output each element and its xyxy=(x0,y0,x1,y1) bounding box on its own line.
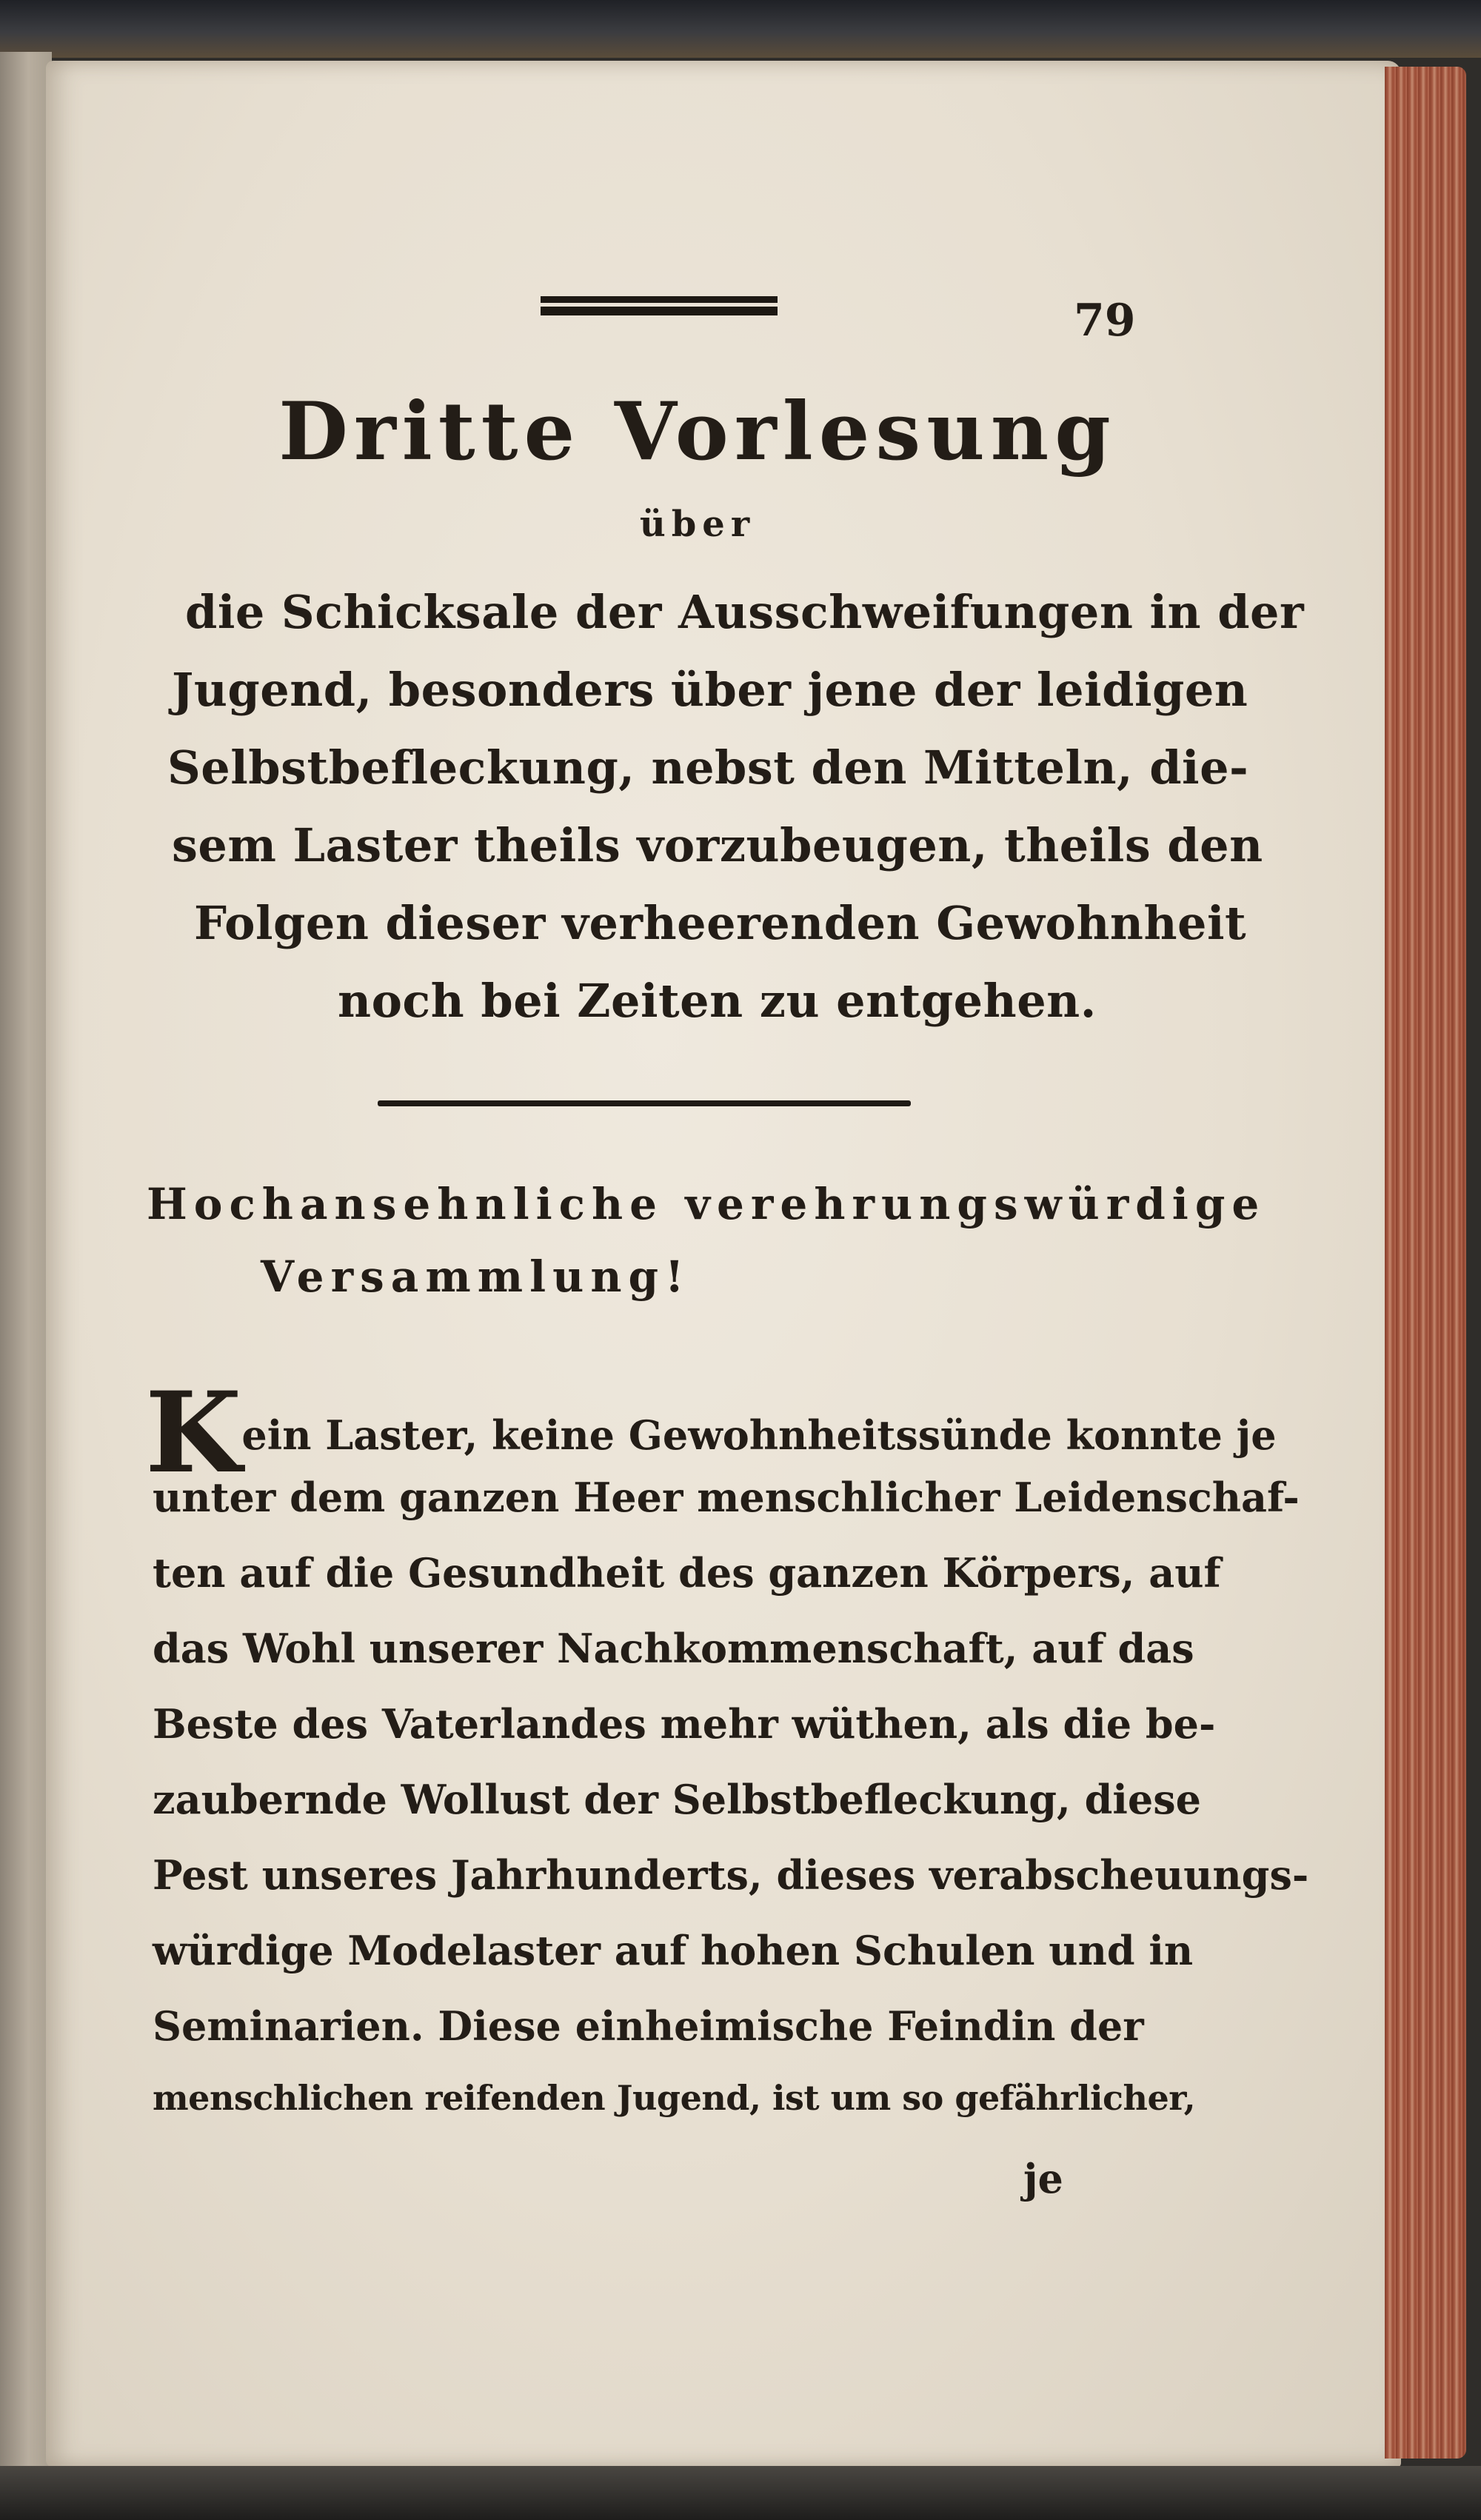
body-line: zaubernde Wollust der Selbstbefleckung, diese xyxy=(153,1776,1201,1823)
catchword: je xyxy=(1023,2155,1063,2202)
header-ornament-rule xyxy=(541,296,778,315)
body-line: unter dem ganzen Heer menschlicher Leidenschaf- xyxy=(153,1474,1300,1521)
book-spine-top xyxy=(0,0,1481,58)
page-number: 79 xyxy=(1074,295,1136,347)
section-divider-rule xyxy=(378,1100,911,1106)
body-line: Pest unseres Jahrhunderts, dieses verabscheuungs- xyxy=(153,1851,1309,1899)
chapter-subtitle: über xyxy=(639,504,756,545)
heading-line: Selbstbefleckung, nebst den Mitteln, die- xyxy=(167,741,1249,795)
heading-line: die Schicksale der Ausschweifungen in der xyxy=(185,585,1305,639)
address-line: Versammlung! xyxy=(261,1251,691,1302)
body-line: Seminarien. Diese einheimische Feindin der xyxy=(153,2002,1144,2050)
body-first-line-text: ein Laster, keine Gewohnheitssünde konnte je xyxy=(241,1411,1277,1459)
heading-line: sem Laster theils vorzubeugen, theils den xyxy=(172,818,1263,872)
scan-bottom-band xyxy=(0,2466,1481,2520)
body-line: ten auf die Gesundheit des ganzen Körpers, auf xyxy=(153,1549,1221,1597)
address-line: Hochansehnliche verehrungswürdige xyxy=(147,1179,1266,1229)
page-fore-edge xyxy=(1385,67,1466,2459)
body-line: menschlichen reifenden Jugend, ist um so gefährlicher, xyxy=(153,2078,1196,2118)
heading-line: noch bei Zeiten zu entgehen. xyxy=(338,974,1097,1028)
body-line: Beste des Vaterlandes mehr wüthen, als die be- xyxy=(153,1700,1216,1748)
heading-line: Folgen dieser verheerenden Gewohnheit xyxy=(194,896,1247,950)
body-line: würdige Modelaster auf hohen Schulen und in xyxy=(153,1927,1194,1974)
drop-cap: K xyxy=(145,1368,242,1498)
heading-line: Jugend, besonders über jene der leidigen xyxy=(172,663,1248,717)
chapter-title: Dritte Vorlesung xyxy=(278,385,1117,478)
body-line: das Wohl unserer Nachkommenschaft, auf das xyxy=(153,1625,1194,1672)
